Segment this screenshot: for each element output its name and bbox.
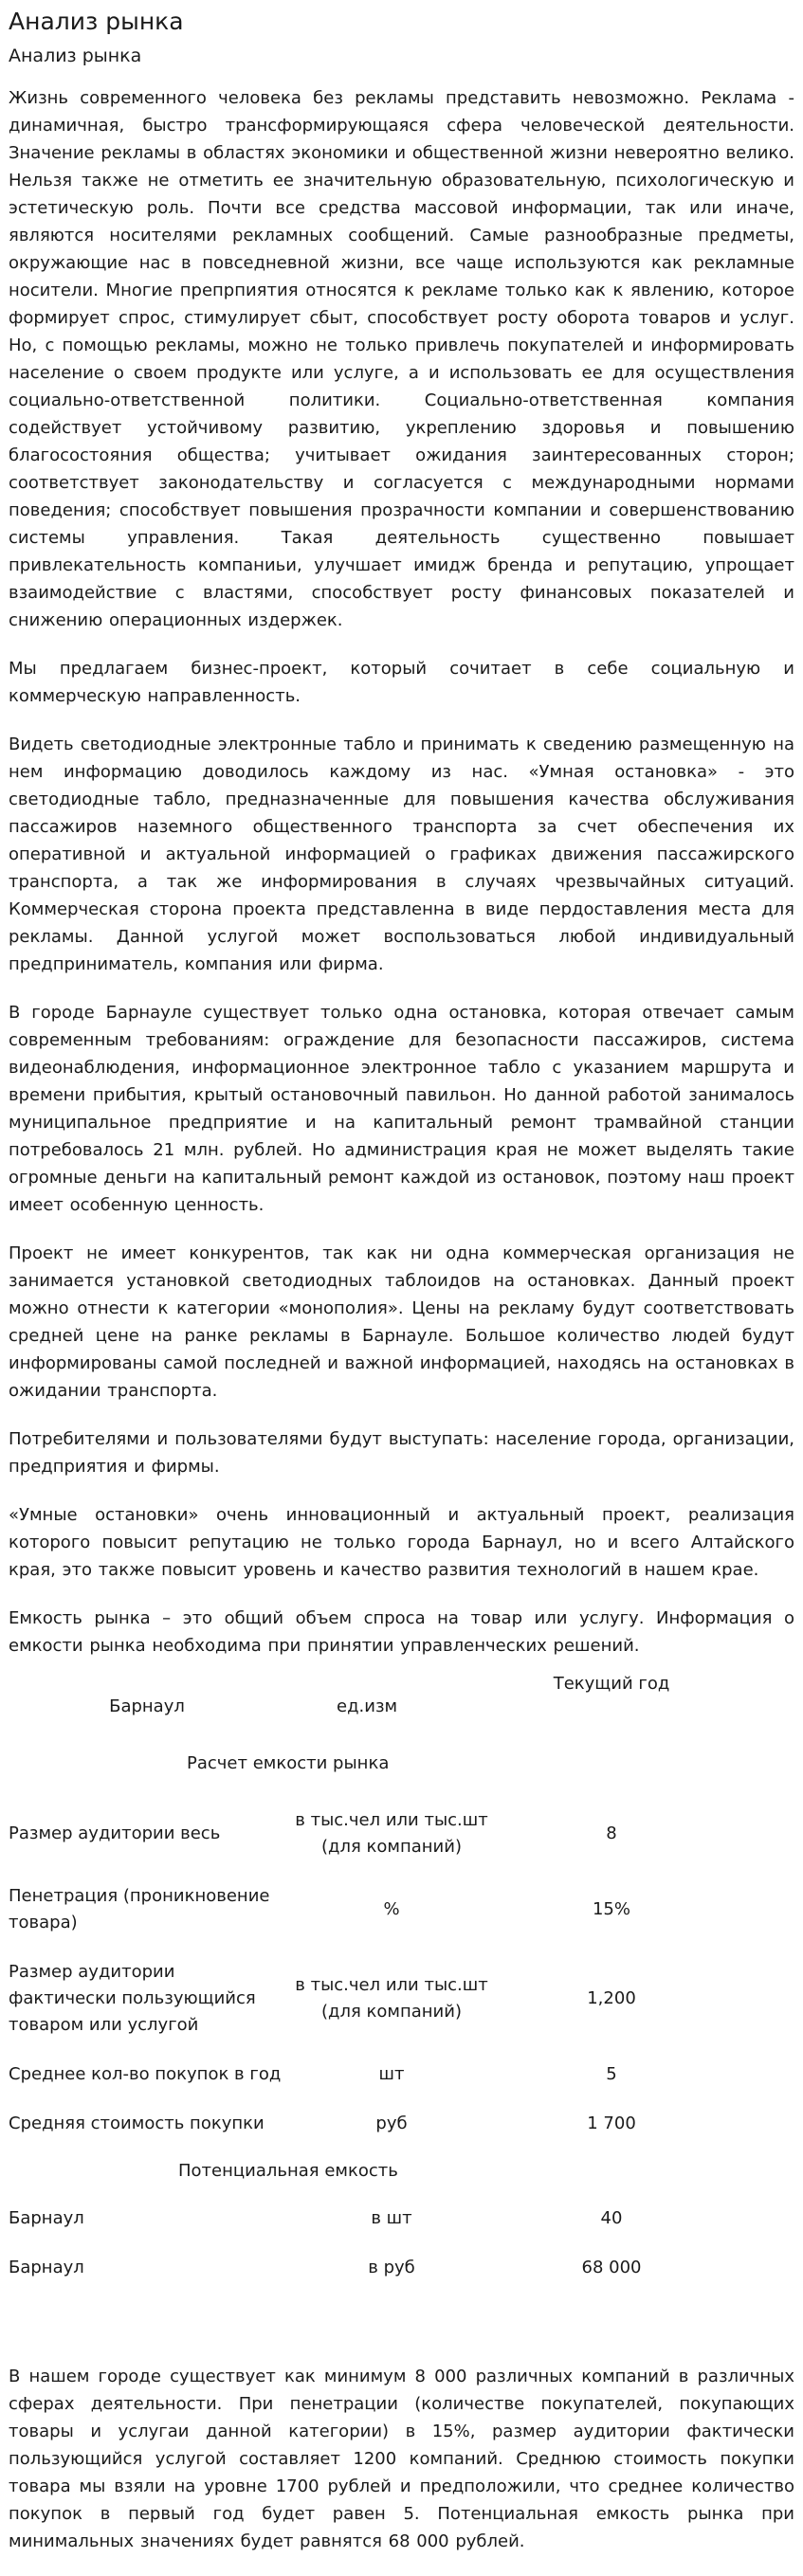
table-header-unit: ед.изм [337, 1696, 398, 1716]
table-cell-value: 1,200 [587, 1988, 636, 2008]
table-cell-value: 5 [606, 2064, 617, 2084]
table-cell-unit: % [383, 1899, 400, 1919]
table-row [9, 2099, 803, 2149]
table-cell-unit: в руб [368, 2258, 415, 2277]
table-section-row [9, 1732, 803, 1796]
table-header-year: Текущий год [553, 1674, 670, 1694]
paragraph-smart-stop: Видеть светодиодные электронные табло и принимать к сведению размещенную на нем информацию доводилось каждому из нас. «Умная остановка» - это светодиодные табло, предназначенные для повышения качества обслуживания пассажиров наземного общественного транспорта за счет обеспечения их оперативной и актуальной информацией о графиках движения пассажирского транспорта, а так же информирования в случаях чрезвычайных ситуаций. Коммерческая сторона проекта представленна в виде пердоставления места для рекламы. Данной услугой может воспользоваться любой индивидуальный предприниматель, компания или фирма. [9, 735, 794, 974]
table-row [9, 1796, 803, 1872]
paragraph-barnaul: В городе Барнауле существует только одна остановка, которая отвечает самым современным требованиям: ограждение для безопасности пассажиров, система видеонаблюдения, информационное электронное табло с указанием маршрута и времени прибытия, крытый остановочный павильон. Но данной работой занималось муниципальное предприятие и на капитальный ремонт трамвайной станции потребовалось 21 млн. рублей. Но администрация края не может выделять такие огромные деньги на капитальный ремонт каждой из остановок, поэтому наш проект имеет особенную ценность. [9, 1003, 794, 1215]
paragraph-market-capacity: Емкость рынка – это общий объем спроса на товар или услугу. Информация о емкости рынка необходима при принятии управленческих решений. [9, 1608, 794, 1656]
table-cell-label: Средняя стоимость покупки [9, 2113, 265, 2133]
paragraph-conclusion: В нашем городе существует как минимум 8 000 различных компаний в различных сферах деятельности. При пенетрации (количестве покупателей, покупающих товары и услугаи данной категории) в 15%, размер аудитории фактически пользующийся услугой составляет 1200 компаний. Среднюю стоимость покупки товара мы взяли на уровне 1700 рублей и предположили, что среднее количество покупок в первый год будет равен 5. Потенциальная емкость рынка при минимальных значениях будет равнятся 68 000 рублей. [9, 2367, 794, 2551]
market-capacity-table [9, 1665, 803, 2293]
table-header-row [9, 1665, 803, 1732]
table-row [9, 1872, 803, 1948]
table-cell-unit: в шт [371, 2208, 412, 2228]
table-cell-value: 1 700 [587, 2113, 636, 2133]
table-section-potential: Потенциальная емкость [178, 2161, 398, 2181]
table-cell-label: Барнаул [9, 2258, 84, 2277]
table-cell-value: 15% [592, 1899, 630, 1919]
table-cell-value: 68 000 [581, 2258, 642, 2277]
table-row [9, 1948, 803, 2050]
table-cell-value: 40 [600, 2208, 623, 2228]
table-header-city: Барнаул [109, 1696, 185, 1716]
paragraph-proposal: Мы предлагаем бизнес-проект, который сочитает в себе социальную и коммерческую направленность. [9, 659, 794, 706]
table-row [9, 2050, 803, 2099]
paragraph-innovation: «Умные остановки» очень инновационный и актуальный проект, реализация которого повысит репутацию не только города Барнаул, но и всего Алтайского края, это также повысит уровень и качество развития технологий в нашем крае. [9, 1505, 794, 1580]
table-cell-unit: шт [378, 2064, 405, 2084]
table-cell-label: Пенетрация (проникновение товара) [9, 1886, 270, 1932]
table-cell-unit: в тыс.чел или тыс.шт (для компаний) [295, 1975, 488, 2022]
section-heading: Анализ рынка [9, 45, 142, 66]
table-cell-unit: руб [375, 2113, 408, 2133]
paragraph-intro: Жизнь современного человека без рекламы представить невозможно. Реклама - динамичная, быстро трансформирующаяся сфера человеческой деятельности. Значение рекламы в областях экономики и общественной жизни невероятно велико. Нельзя также не отметить ее значительную образовательную, психологическую и эстетическую роль. Почти все средства массовой информации, так или иначе, являются носителями рекламных сообщений. Самые разнообразные предметы, окружающие нас в повседневной жизни, все чаще используются как рекламные носители. Многие препрпиятия относятся к рекламе только как к явлению, которое формирует спрос, стимулирует сбыт, способствует росту оборота товаров и услуг. Но, с помощью рекламы, можно не только привлечь покупателей и информировать население о своем продукте или услуге, а и использовать ее для осуществления социально-ответственной политики. Социально-ответственная компания содействует устойчивому развитию, укреплению здоровья и повышению благосостояния общества; учитывает ожидания заинтересованных сторон; соответствует законодательству и согласуется с международными нормами поведения; способствует повышения прозрачности компании и совершенствованию системы управления. Такая деятельность существенно повышает привлекательность компаниьи, улучшает имидж бренда и репутацию, упрощает взаимодействие с властями, способствует росту финансовых показателей и снижению операционных издержек. [9, 88, 794, 630]
table-cell-unit: в тыс.чел или тыс.шт (для компаний) [295, 1810, 488, 1857]
table-cell-label: Размер аудитории фактически пользующийся товаром или услугой [9, 1962, 256, 2035]
table-cell-label: Среднее кол-во покупок в год [9, 2064, 282, 2084]
table-section-row [9, 2149, 803, 2194]
table-cell-label: Барнаул [9, 2208, 84, 2228]
table-row [9, 2243, 803, 2293]
paragraph-competitors: Проект не имеет конкурентов, так как ни одна коммерческая организация не занимается установкой светодиодных таблоидов на остановках. Данный проект можно отнести к категории «монополия». Цены на рекламу будут соответствовать средней цене на ранке рекламы в Барнауле. Большое количество людей будут информированы самой последней и важной информацией, находясь на остановках в ожидании транспорта. [9, 1243, 794, 1401]
page-title: Анализ рынка [9, 8, 184, 35]
table-section-calc: Расчет емкости рынка [187, 1753, 390, 1773]
table-row [9, 2194, 803, 2243]
paragraph-consumers: Потребителями и пользователями будут выступать: население города, организации, предприятия и фирмы. [9, 1429, 794, 1477]
table-cell-label: Размер аудитории весь [9, 1823, 221, 1843]
table-cell-value: 8 [606, 1823, 617, 1843]
